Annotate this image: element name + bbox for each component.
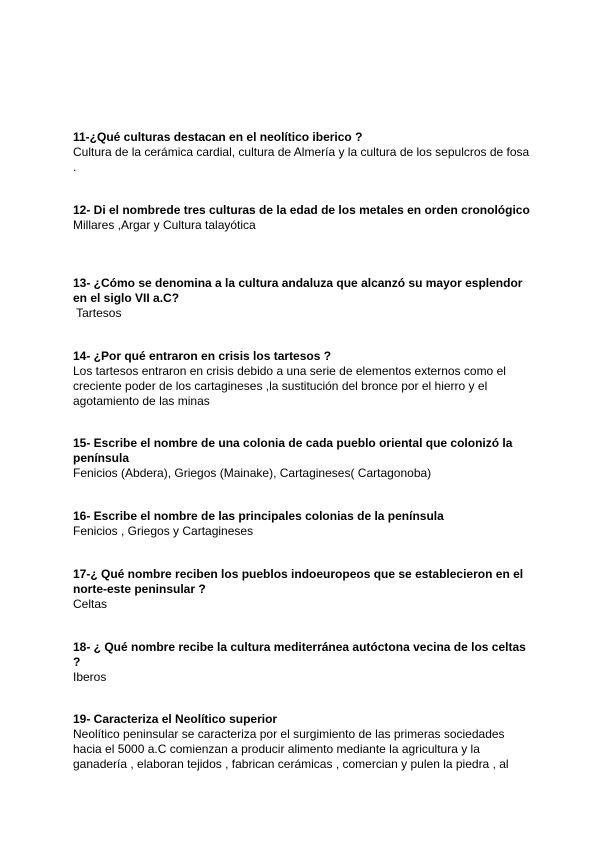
question-text: 15- Escribe el nombre de una colonia de cada pueblo oriental que colonizó la península xyxy=(73,436,513,465)
question-text: 13- ¿Cómo se denomina a la cultura andaluza que alcanzó su mayor esplendor en el siglo VII a.C? xyxy=(73,276,523,305)
question-block-14 xyxy=(73,349,533,409)
question-block-15 xyxy=(73,436,533,481)
answer-text: Fenicios (Abdera), Griegos (Mainake), Cartagineses( Cartagonoba) xyxy=(73,466,432,480)
question-text: 14- ¿Por qué entraron en crisis los tartesos ? xyxy=(73,349,332,363)
question-block-11 xyxy=(73,130,533,175)
question-block-17 xyxy=(73,567,533,612)
answer-text: Fenicios , Griegos y Cartagineses xyxy=(73,524,254,538)
question-block-16 xyxy=(73,509,533,539)
question-block-19 xyxy=(73,712,533,772)
question-text: 18- ¿ Qué nombre recibe la cultura mediterránea autóctona vecina de los celtas ? xyxy=(73,640,526,669)
answer-text: Los tartesos entraron en crisis debido a una serie de elementos externos como el creciente poder de los cartagineses ,la sustitución del bronce por el hierro y el agotamiento de las minas xyxy=(73,364,506,408)
answer-text: Celtas xyxy=(73,597,108,611)
answer-text: Millares ,Argar y Cultura talayótica xyxy=(73,218,256,232)
question-block-18 xyxy=(73,640,533,685)
answer-text: Tartesos xyxy=(73,306,122,320)
question-text: 11-¿Qué culturas destacan en el neolítico iberico ? xyxy=(73,130,363,144)
question-text: 12- Di el nombrede tres culturas de la edad de los metales en orden cronológico xyxy=(73,203,530,217)
question-block-12 xyxy=(73,203,533,233)
answer-text: Neolítico peninsular se caracteriza por el surgimiento de las primeras sociedades hacia el 5000 a.C comienzan a producir alimento mediante la agricultura y la ganadería , elaboran tejidos , fabrican cerámicas , comercian y pulen la piedra , al xyxy=(73,727,509,771)
question-text: 16- Escribe el nombre de las principales colonias de la península xyxy=(73,509,444,523)
question-block-13 xyxy=(73,276,533,321)
answer-text: Iberos xyxy=(73,670,107,684)
question-text: 17-¿ Qué nombre reciben los pueblos indoeuropeos que se establecieron en el norte-este peninsular ? xyxy=(73,567,524,596)
answer-text: Cultura de la cerámica cardial, cultura de Almería y la cultura de los sepulcros de fosa . xyxy=(73,145,530,174)
question-text: 19- Caracteriza el Neolítico superior xyxy=(73,712,278,726)
